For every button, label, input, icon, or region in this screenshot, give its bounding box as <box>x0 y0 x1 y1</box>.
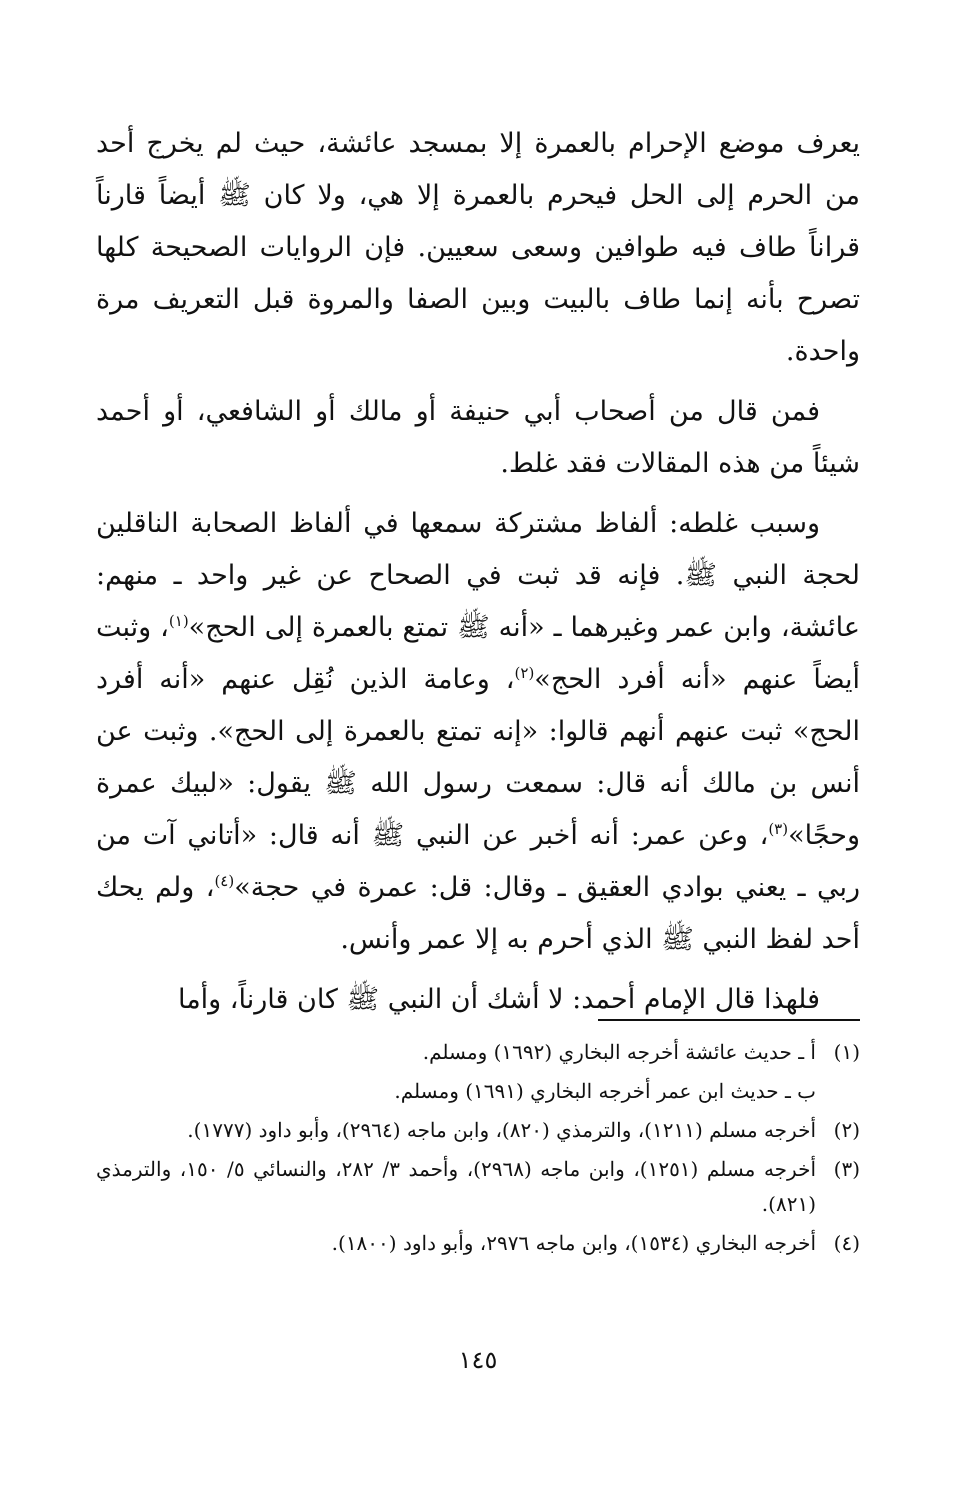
paragraph: فمن قال من أصحاب أبي حنيفة أو مالك أو الشافعي، أو أحمد شيئاً من هذه المقالات فقد غلط. <box>96 396 860 479</box>
paragraph: يعرف موضع الإحرام بالعمرة إلا بمسجد عائشة، حيث لم يخرج أحد من الحرم إلى الحل فيحرم بالعمرة إلا هي، ولا كان ﷺ أيضاً قارناً قراناً طاف فيه طوافين وسعى سعيين. فإن الروايات الصحيحة كلها تصرح بأنه إنما طاف بالبيت وبين الصفا والمروة قبل التعريف مرة واحدة. <box>96 128 860 367</box>
paragraph <box>96 498 860 966</box>
paragraph-text: ، ولم يحك أحد لفظ النبي ﷺ الذي أحرم به إلا عمر وأنس. <box>96 872 860 955</box>
page-number: ١٤٥ <box>458 1346 498 1374</box>
footnote-text: أخرجه مسلم (١٢١١)، والترمذي (٨٢٠)، وابن ماجه (٢٩٦٤)، وأبو داود (١٧٧٧). <box>187 1118 816 1142</box>
footnote-separator <box>598 1019 860 1021</box>
paragraph-text: ، وثبت أيضاً عنهم «أنه أفرد الحج» <box>96 612 860 695</box>
footnote-text: أخرجه البخاري (١٥٣٤)، وابن ماجه ٢٩٧٦، وأبو داود (١٨٠٠). <box>331 1231 816 1255</box>
footnote-number: (٣) <box>833 1157 860 1181</box>
footnote <box>96 1226 860 1261</box>
footnote-text: أ ـ حديث عائشة أخرجه البخاري (١٦٩٢) ومسلم. <box>422 1040 816 1064</box>
footnote-number: (١) <box>833 1040 860 1064</box>
footnote-marker: (٤) <box>214 872 235 890</box>
paragraph-text: ، وعن عمر: أنه أخبر عن النبي ﷺ أنه قال: «أتاني آت من ربي ـ يعني بوادي العقيق ـ وقال: قل: عمرة في حجة» <box>96 820 861 903</box>
paragraph: فلهذا قال الإمام أحمد: لا أشك أن النبي ﷺ كان قارناً، وأما <box>177 984 820 1015</box>
footnote <box>96 1113 860 1148</box>
footnote <box>96 1035 860 1070</box>
footnotes <box>96 1035 860 1265</box>
footnote-marker: (١) <box>168 612 189 630</box>
main-text <box>96 118 860 1034</box>
footnote-subitem: ب ـ حديث ابن عمر أخرجه البخاري (١٦٩١) ومسلم. <box>394 1079 816 1103</box>
footnote-number: (٢) <box>833 1118 860 1142</box>
footnote-marker: (٣) <box>768 820 789 838</box>
footnote-marker: (٢) <box>514 664 535 682</box>
paragraph-text: وسبب غلطه: ألفاظ مشتركة سمعها في ألفاظ الصحابة الناقلين لحجة النبي ﷺ. فإنه قد ثبت في الصحاح عن غير واحد ـ منهم: عائشة، وابن عمر وغيرهما ـ «أنه ﷺ تمتع بالعمرة إلى الحج» <box>96 508 860 643</box>
footnote-text: أخرجه مسلم (١٢٥١)، وابن ماجه (٢٩٦٨)، وأحمد ٣/ ٢٨٢، والنسائي ٥/ ١٥٠، والترمذي (٨٢١). <box>96 1157 816 1216</box>
footnote <box>96 1152 860 1222</box>
paragraph-text: ، وعامة الذين نُقِل عنهم «أنه أفرد الحج» ثبت عنهم أنهم قالوا: «إنه تمتع بالعمرة إلى الحج». وثبت عن أنس بن مالك أنه قال: سمعت رسول الله ﷺ يقول: «لبيك عمرة وحجًا» <box>96 664 860 851</box>
footnote-number: (٤) <box>833 1231 860 1255</box>
